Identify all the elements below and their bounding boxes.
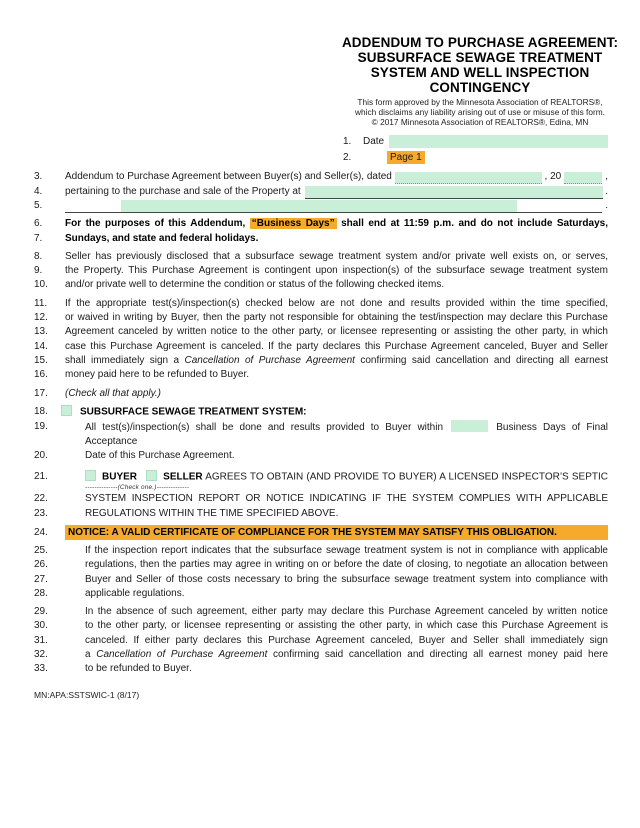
agreement-year-field[interactable]	[564, 172, 602, 184]
ssts-deadline-row	[65, 420, 608, 450]
line-number: 21.	[34, 470, 48, 482]
doc-line-30	[0, 619, 640, 633]
line-number: 25.	[34, 544, 48, 556]
buyer-checkbox[interactable]	[85, 470, 96, 481]
line-number: 30.	[34, 620, 48, 632]
paragraph-text: Agreement canceled by written notice to the other party, or licensee representing or assisting the other party, in which	[65, 326, 608, 338]
property-address-field[interactable]	[305, 186, 604, 199]
buyer-label: BUYER	[102, 471, 138, 483]
line-number: 6.	[34, 218, 43, 230]
seller-label: SELLER	[163, 471, 203, 483]
property-row	[65, 185, 608, 199]
line-number: 9.	[34, 265, 43, 277]
doc-line-24	[0, 525, 640, 540]
doc-line-6	[0, 217, 640, 231]
paragraph-text: , 20	[544, 171, 562, 183]
date-label: Date	[363, 136, 385, 148]
doc-line-13	[0, 325, 640, 339]
section-title: SUBSURFACE SEWAGE TREATMENT SYSTEM:	[80, 406, 307, 418]
paragraph-text: Addendum to Purchase Agreement between Buyer(s) and Seller(s), dated	[65, 171, 392, 183]
ssts-checkbox[interactable]	[61, 405, 72, 416]
line-number: 23.	[34, 507, 48, 519]
line-number: 33.	[34, 663, 48, 675]
paragraph-text: Buyer and Seller of those costs necessary to bring the subsurface sewage treatment system into compliance with	[85, 573, 608, 585]
paragraph-text: ,	[605, 171, 608, 183]
paragraph-text: .	[605, 185, 608, 197]
document-title-line-1: ADDENDUM TO PURCHASE AGREEMENT:	[341, 35, 619, 50]
line-number: 19.	[34, 420, 48, 432]
paragraph-text: In the absence of such agreement, either party may declare this Purchase Agreement canceled by written notice	[85, 606, 608, 618]
line-number: 31.	[34, 634, 48, 646]
paragraph-with-italic	[65, 648, 608, 662]
doc-line-18	[0, 405, 640, 420]
line-number: 24.	[34, 526, 48, 538]
paragraph-text: REGULATIONS WITHIN THE TIME SPECIFIED ABOVE.	[85, 507, 339, 519]
doc-line-27	[0, 573, 640, 587]
form-code: MN:APA:SSTSWIC-1 (8/17)	[34, 689, 140, 700]
doc-line-1	[343, 134, 608, 148]
doc-line-32	[0, 648, 640, 662]
doc-line-4	[0, 185, 640, 199]
paragraph-text: Seller has previously disclosed that a subsurface sewage treatment system and/or private well exists on, or serves,	[65, 250, 608, 262]
doc-line-10	[0, 278, 640, 292]
document-header	[332, 35, 628, 127]
doc-line-14	[0, 340, 640, 354]
line-number: 15.	[34, 354, 48, 366]
paragraph-text: confirming said cancellation and directing all earnest	[360, 354, 608, 366]
line-number: 13.	[34, 326, 48, 338]
doc-line-26	[0, 558, 640, 572]
paragraph-text: Sundays, and state and federal holidays.	[65, 232, 259, 244]
doc-line-25	[0, 544, 640, 558]
paragraph-text: Business Days of Final Acceptance	[85, 421, 608, 447]
line-number: 2.	[343, 152, 352, 164]
document-title-line-3: SYSTEM AND WELL INSPECTION	[370, 65, 590, 80]
line-number: 1.	[343, 136, 352, 148]
line-number: 16.	[34, 369, 48, 381]
line-number: 22.	[34, 493, 48, 505]
line-number: 5.	[34, 199, 43, 211]
line-number: 32.	[34, 649, 48, 660]
line-number: 10.	[34, 279, 48, 291]
line-number: 11.	[34, 297, 48, 309]
buyer-seller-obligation-row	[65, 470, 608, 485]
doc-line-29	[0, 605, 640, 619]
doc-line-33	[0, 662, 640, 676]
line-number: 14.	[34, 340, 48, 352]
header-form	[0, 134, 640, 164]
paragraph-text: If the appropriate test(s)/inspection(s) checked below are not done and results provided within the time specified,	[65, 297, 608, 309]
doc-line-22	[0, 492, 640, 506]
agreement-date-field[interactable]	[395, 172, 542, 184]
paragraph-text: a	[85, 649, 91, 660]
page-number-value[interactable]: Page 1	[387, 151, 425, 164]
line-number: 3.	[34, 171, 43, 183]
paragraph-text: to the other party, or licensee representing or assisting the other party, in which case this Purchase Agreement is	[85, 620, 608, 632]
document-title-line-2: SUBSURFACE SEWAGE TREATMENT	[357, 50, 603, 65]
property-row-2	[65, 199, 608, 213]
doc-line-3	[0, 170, 640, 184]
doc-line-7	[0, 232, 640, 246]
paragraph-text: to be refunded to Buyer.	[85, 663, 192, 675]
doc-line-9	[0, 264, 640, 278]
paragraph-text: regulations, then the parties may agree in writing on or before the date of closing, to negotiate an allocation between	[85, 559, 608, 571]
paragraph-text: money paid here to be refunded to Buyer.	[65, 369, 250, 381]
date-field[interactable]	[389, 135, 608, 148]
paragraph-text: For the purposes of this Addendum,	[65, 218, 246, 230]
approval-line-2: which disclaims any liability arising out of use or misuse of this form.	[355, 106, 605, 117]
paragraph-text: the Property. This Purchase Agreement is contingent upon inspection(s) of the subsurface sewage treatment system	[65, 265, 608, 277]
check-all-note: (Check all that apply.)	[65, 387, 161, 399]
doc-line-23	[0, 507, 640, 521]
doc-line-20	[0, 449, 640, 463]
doc-line-12	[0, 311, 640, 325]
doc-line-11	[0, 297, 640, 311]
paragraph-text: Date of this Purchase Agreement.	[85, 450, 235, 462]
paragraph-text: .	[605, 199, 608, 211]
line-number	[34, 484, 65, 492]
paragraph-text: AGREES TO OBTAIN (AND PROVIDE TO BUYER) A LICENSED INSPECTOR’S SEPTIC	[205, 471, 608, 483]
paragraph-text: confirming said cancellation and directing all earnest money paid here	[273, 649, 609, 660]
ssts-section-heading	[65, 405, 608, 420]
line-number: 17.	[34, 387, 48, 399]
line-number: 26.	[34, 559, 48, 571]
doc-line-5	[0, 199, 640, 213]
line-number: 4.	[34, 185, 43, 197]
line-number: 29.	[34, 606, 48, 618]
line-number: 18.	[34, 405, 48, 417]
paragraph-text: shall immediately sign a	[65, 354, 180, 366]
cancellation-doc-name: Cancellation of Purchase Agreement	[96, 649, 268, 660]
paragraph-text: canceled. If either party declares this Purchase Agreement canceled, Buyer and Seller shall immediately sign	[85, 634, 608, 646]
check-one-row	[0, 484, 640, 492]
doc-line-15	[0, 354, 640, 368]
line-number: 7.	[34, 232, 43, 244]
paragraph-text: applicable regulations.	[85, 587, 185, 599]
agreement-intro-row	[65, 170, 608, 184]
paragraph-text: All test(s)/inspection(s) shall be done and results provided to Buyer within	[85, 421, 444, 433]
doc-line-19	[0, 420, 640, 450]
doc-line-31	[0, 634, 640, 648]
paragraph-text: or waived in writing by Buyer, then the party not responsible for obtaining the test/inspection may declare this Purchase	[65, 312, 608, 324]
business-days-highlight: “Business Days”	[251, 218, 335, 230]
doc-line-17	[0, 387, 640, 401]
line-number: 12.	[34, 312, 48, 324]
document-body	[0, 170, 640, 676]
paragraph-text: case this Purchase Agreement is canceled. If the party declares this Purchase Agreement canceled, Buyer and Seller	[65, 340, 608, 352]
line-number: 27.	[34, 573, 48, 585]
seller-checkbox[interactable]	[146, 470, 157, 481]
paragraph-with-italic	[65, 354, 608, 368]
property-address-field-2[interactable]	[121, 200, 517, 212]
doc-line-28	[0, 587, 640, 601]
paragraph-text: If the inspection report indicates that the subsurface sewage treatment system is not in compliance with applicable	[85, 544, 608, 556]
paragraph-text: pertaining to the purchase and sale of the Property at	[65, 185, 301, 197]
check-one-note: --------------(Check one.)--------------	[85, 484, 190, 492]
paragraph-text: and/or private well to determine the condition or status of the following checked items.	[65, 279, 445, 291]
approval-line-3: © 2017 Minnesota Association of REALTORS®, Edina, MN	[371, 116, 589, 127]
doc-line-8	[0, 250, 640, 264]
doc-line-2	[343, 150, 608, 164]
paragraph-text: shall end at 11:59 p.m. and do not include Saturdays,	[341, 218, 608, 230]
business-days-field[interactable]	[451, 420, 488, 432]
document-title-line-4: CONTINGENCY	[429, 80, 531, 95]
approval-line-1: This form approved by the Minnesota Association of REALTORS®,	[357, 97, 603, 107]
line-number: 20.	[34, 450, 48, 462]
line-number: 28.	[34, 587, 48, 599]
compliance-notice: NOTICE: A VALID CERTIFICATE OF COMPLIANCE FOR THE SYSTEM MAY SATISFY THIS OBLIGATION.	[65, 525, 608, 540]
doc-line-21	[0, 470, 640, 485]
doc-line-16	[0, 368, 640, 382]
paragraph-text: SYSTEM INSPECTION REPORT OR NOTICE INDICATING IF THE SYSTEM COMPLIES WITH APPLICABLE	[85, 493, 608, 505]
cancellation-doc-name: Cancellation of Purchase Agreement	[184, 354, 355, 366]
line-number: 8.	[34, 250, 43, 262]
blank-rule	[65, 200, 602, 213]
business-days-definition	[65, 217, 608, 231]
approval-text	[332, 98, 628, 127]
